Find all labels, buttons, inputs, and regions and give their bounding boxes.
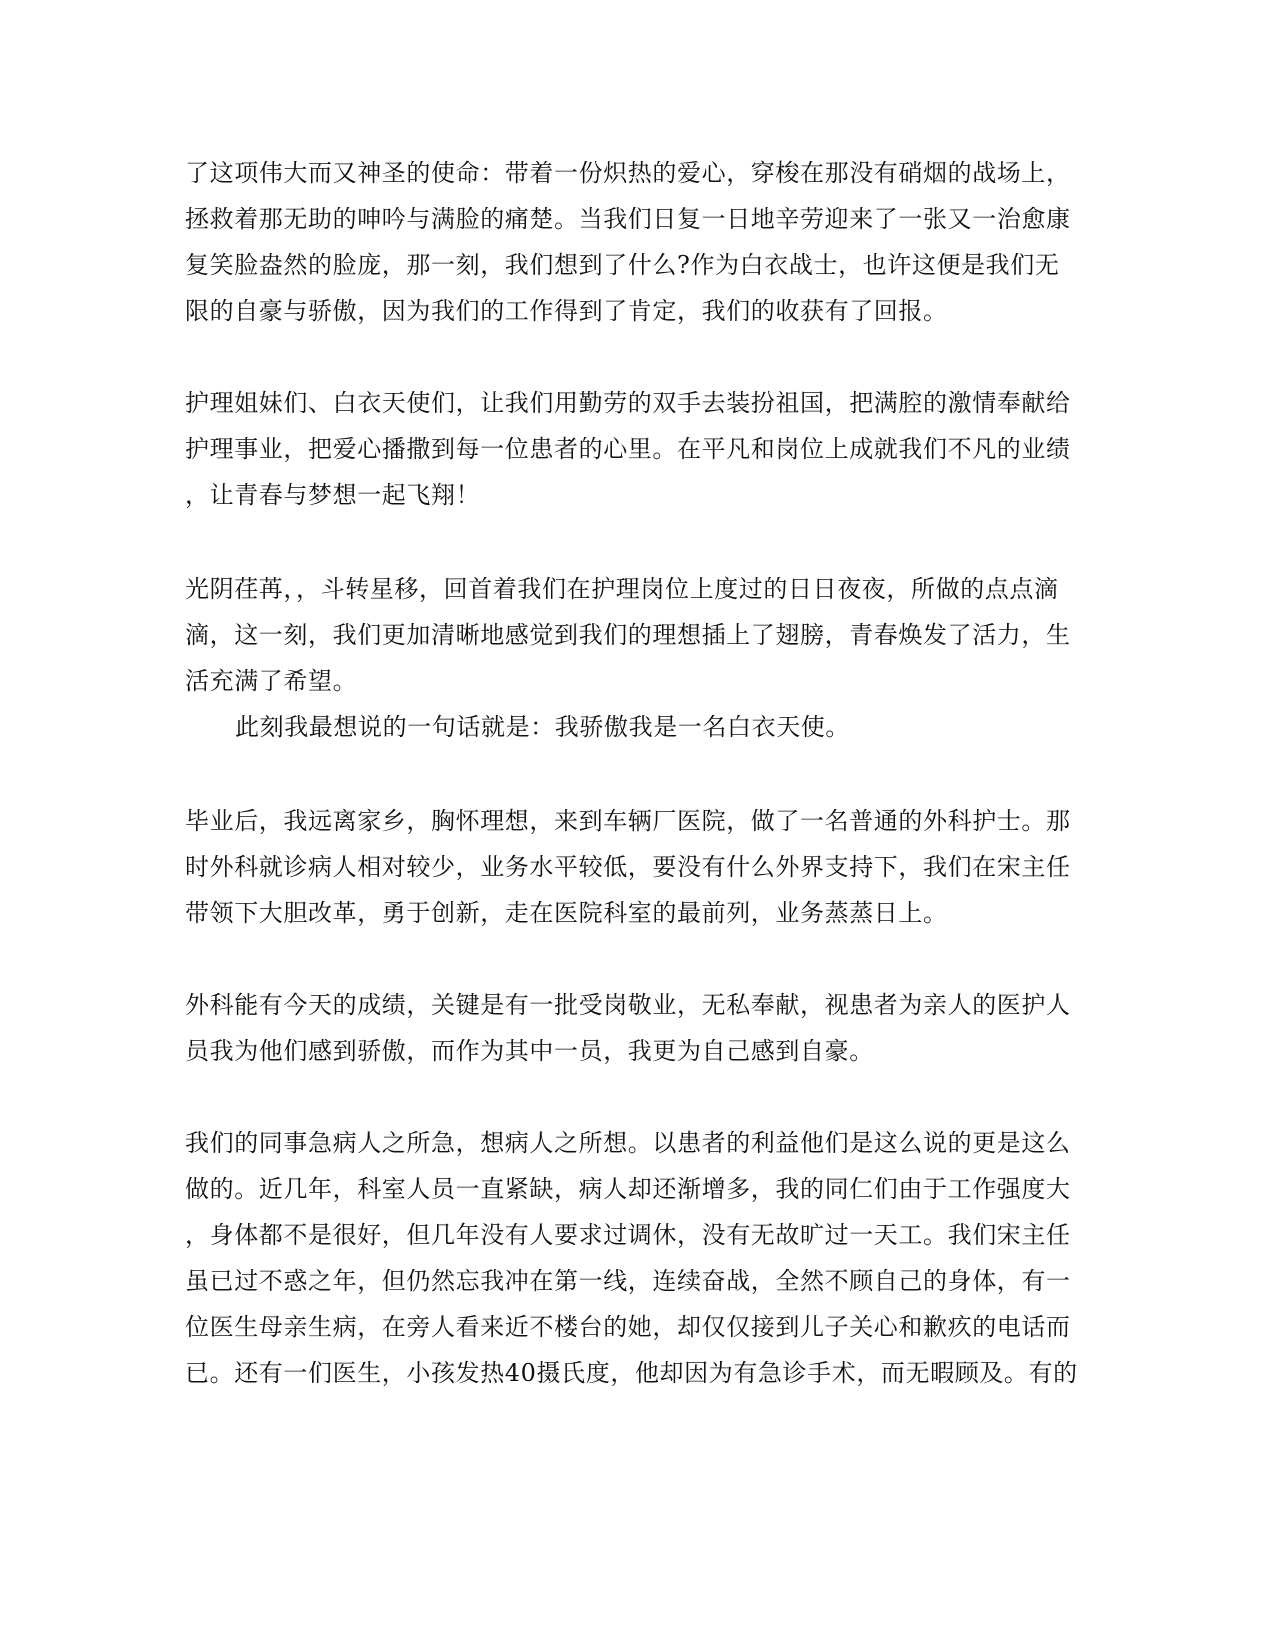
text-line: 复笑脸盎然的脸庞，那一刻，我们想到了什么?作为白衣战士，也许这便是我们无 xyxy=(185,251,1060,279)
text-line: 了这项伟大而又神圣的使命：带着一份炽热的爱心，穿梭在那没有硝烟的战场上， xyxy=(185,159,1071,187)
text-line: 时外科就诊病人相对较少，业务水平较低，要没有什么外界支持下，我们在宋主任 xyxy=(185,853,1071,881)
text-line: 限的自豪与骄傲，因为我们的工作得到了肯定，我们的收获有了回报。 xyxy=(185,297,948,325)
text-line: ，让青春与梦想一起飞翔！ xyxy=(185,481,481,509)
text-line: 光阴荏苒，，斗转星移，回首着我们在护理岗位上度过的日日夜夜，所做的点点滴 xyxy=(185,575,1059,603)
text-line: 拯救着那无助的呻吟与满脸的痛楚。当我们日复一日地辛劳迎来了一张又一治愈康 xyxy=(185,205,1071,233)
text-line: 我们的同事急病人之所急，想病人之所想。以患者的利益他们是这么说的更是这么 xyxy=(185,1129,1071,1157)
text-line: 员我为他们感到骄傲，而作为其中一员，我更为自己感到自豪。 xyxy=(185,1037,874,1065)
text-line: 已。还有一们医生，小孩发热40摄氏度，他却因为有急诊手术，而无暇顾及。有的 xyxy=(185,1359,1078,1387)
text-line: 此刻我最想说的一句话就是：我骄傲我是一名白衣天使。 xyxy=(235,713,850,741)
text-line: 外科能有今天的成绩，关键是有一批受岗敬业，无私奉献，视患者为亲人的医护人 xyxy=(185,991,1071,1019)
text-line: 位医生母亲生病，在旁人看来近不楼台的她，却仅仅接到儿子关心和歉疚的电话而 xyxy=(185,1313,1071,1341)
text-line: 护理事业，把爱心播撒到每一位患者的心里。在平凡和岗位上成就我们不凡的业绩 xyxy=(185,435,1071,463)
text-line: 带领下大胆改革，勇于创新，走在医院科室的最前列，业务蒸蒸日上。 xyxy=(185,899,948,927)
text-line: 做的。近几年，科室人员一直紧缺，病人却还渐增多，我的同仁们由于工作强度大 xyxy=(185,1175,1071,1203)
text-line: 虽已过不惑之年，但仍然忘我冲在第一线，连续奋战，全然不顾自己的身体，有一 xyxy=(185,1267,1071,1295)
text-line: 活充满了希望。 xyxy=(185,667,358,695)
text-line: 滴，这一刻，我们更加清晰地感觉到我们的理想插上了翅膀，青春焕发了活力，生 xyxy=(185,621,1071,649)
text-line: 毕业后，我远离家乡，胸怀理想，来到车辆厂医院，做了一名普通的外科护士。那 xyxy=(185,807,1071,835)
text-line: ，身体都不是很好，但几年没有人要求过调休，没有无故旷过一天工。我们宋主任 xyxy=(185,1221,1071,1249)
text-line: 护理姐妹们、白衣天使们，让我们用勤劳的双手去装扮祖国，把满腔的激情奉献给 xyxy=(185,389,1071,417)
